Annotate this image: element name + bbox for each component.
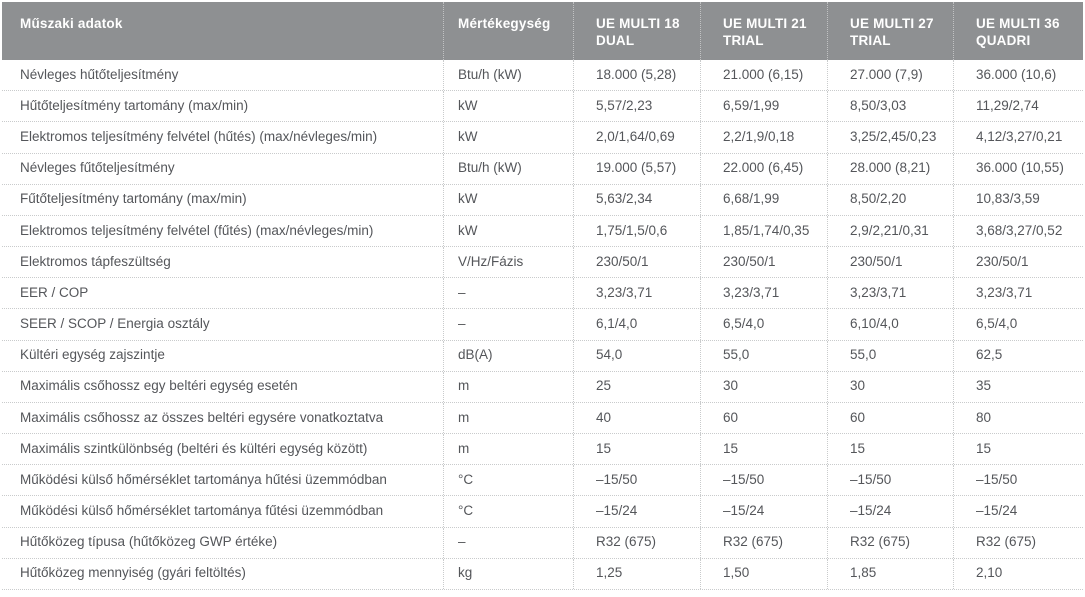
row-label: Hűtőközeg mennyiség (gyári feltöltés) [20, 565, 246, 581]
table-header-row [2, 2, 1083, 60]
row-unit: – [443, 278, 573, 308]
row-value: 62,5 [953, 341, 1083, 371]
technical-data-table [2, 2, 1083, 590]
spec-table-body [2, 60, 1083, 590]
row-value: 60 [700, 403, 827, 433]
row-label: Elektromos teljesítmény felvétel (hűtés) (max/névleges/min) [20, 129, 378, 144]
row-value: 2,10 [953, 559, 1083, 589]
table-row [2, 122, 1083, 153]
header-technical-data: Műszaki adatok [20, 16, 123, 31]
table-row [2, 216, 1083, 247]
row-value: 1,85/1,74/0,35 [700, 216, 827, 246]
row-value: 54,0 [573, 341, 700, 371]
row-value: R32 (675) [573, 528, 700, 558]
row-value: 1,25 [573, 559, 700, 589]
row-value: 10,83/3,59 [953, 185, 1083, 215]
row-unit: m [443, 403, 573, 433]
row-label: EER / COP [20, 284, 89, 300]
table-row [2, 341, 1083, 372]
row-value: 6,5/4,0 [953, 309, 1083, 339]
row-value: 21.000 (6,15) [700, 60, 827, 90]
row-value: 3,25/2,45/0,23 [827, 122, 953, 152]
row-value: 15 [700, 434, 827, 464]
row-unit: Btu/h (kW) [443, 60, 573, 90]
row-value: 8,50/3,03 [827, 91, 953, 121]
row-value: –15/50 [700, 465, 827, 495]
row-value: 6,10/4,0 [827, 309, 953, 339]
row-value: 30 [700, 372, 827, 402]
row-label: Maximális szintkülönbség (beltéri és kültéri egység között) [20, 440, 368, 456]
row-label: Hűtőközeg típusa (hűtőközeg GWP értéke) [20, 534, 278, 550]
row-value: 3,68/3,27/0,52 [953, 216, 1083, 246]
row-label: Hűtőteljesítmény tartomány (max/min) [20, 97, 249, 113]
row-value: –15/50 [573, 465, 700, 495]
row-label: Fűtőteljesítmény tartomány (max/min) [20, 191, 247, 207]
row-unit: – [443, 309, 573, 339]
row-value: –15/24 [700, 496, 827, 526]
header-model-ue-multi-21-trial: UE MULTI 21 TRIAL [700, 2, 827, 60]
row-value: –15/50 [953, 465, 1083, 495]
row-value: 15 [573, 434, 700, 464]
row-value: 35 [953, 372, 1083, 402]
row-label: Névleges hűtőteljesítmény [20, 66, 179, 82]
row-value: 1,85 [827, 559, 953, 589]
row-value: 15 [953, 434, 1083, 464]
row-unit: kW [443, 185, 573, 215]
row-value: 4,12/3,27/0,21 [953, 122, 1083, 152]
row-unit: dB(A) [443, 341, 573, 371]
row-label: Elektromos tápfeszültség [20, 253, 171, 269]
row-value: 6,5/4,0 [700, 309, 827, 339]
row-value: –15/24 [573, 496, 700, 526]
row-value: 11,29/2,74 [953, 91, 1083, 121]
row-value: 1,50 [700, 559, 827, 589]
row-unit: m [443, 372, 573, 402]
table-row [2, 185, 1083, 216]
header-model-ue-multi-18-dual: UE MULTI 18 DUAL [573, 2, 700, 60]
row-value: 5,57/2,23 [573, 91, 700, 121]
row-value: 55,0 [827, 341, 953, 371]
row-unit: kW [443, 216, 573, 246]
row-value: R32 (675) [953, 528, 1083, 558]
table-row [2, 403, 1083, 434]
row-value: 230/50/1 [953, 247, 1083, 277]
table-row [2, 309, 1083, 340]
row-label: Maximális csőhossz egy beltéri egység esetén [20, 378, 298, 394]
row-value: 30 [827, 372, 953, 402]
row-value: R32 (675) [827, 528, 953, 558]
row-unit: V/Hz/Fázis [443, 247, 573, 277]
row-label: Működési külső hőmérséklet tartománya fűtési üzemmódban [20, 503, 384, 519]
row-value: –15/24 [827, 496, 953, 526]
table-row [2, 465, 1083, 496]
row-value: 3,23/3,71 [700, 278, 827, 308]
row-value: 36.000 (10,55) [953, 154, 1083, 184]
row-value: 6,68/1,99 [700, 185, 827, 215]
row-unit: °C [443, 496, 573, 526]
row-value: 55,0 [700, 341, 827, 371]
row-label: Működési külső hőmérséklet tartománya hűtési üzemmódban [20, 471, 387, 487]
row-label: Elektromos teljesítmény felvétel (fűtés) (max/névleges/min) [20, 222, 374, 238]
table-row [2, 60, 1083, 91]
header-unit: Mértékegység [443, 2, 573, 60]
row-value: 6,1/4,0 [573, 309, 700, 339]
row-value: 3,23/3,71 [827, 278, 953, 308]
row-value: 3,23/3,71 [953, 278, 1083, 308]
row-unit: kW [443, 91, 573, 121]
row-unit: m [443, 434, 573, 464]
table-row [2, 434, 1083, 465]
row-value: –15/24 [953, 496, 1083, 526]
table-row [2, 247, 1083, 278]
row-value: 19.000 (5,57) [573, 154, 700, 184]
row-label: Kültéri egység zajszintje [20, 347, 165, 363]
row-value: 230/50/1 [827, 247, 953, 277]
row-value: 2,9/2,21/0,31 [827, 216, 953, 246]
table-row [2, 559, 1083, 590]
row-unit: – [443, 528, 573, 558]
table-row [2, 278, 1083, 309]
row-value: 5,63/2,34 [573, 185, 700, 215]
row-unit: kg [443, 559, 573, 589]
row-unit: °C [443, 465, 573, 495]
row-label: Maximális csőhossz az összes beltéri egysére vonatkoztatva [20, 409, 384, 425]
table-row [2, 154, 1083, 185]
header-model-ue-multi-27-trial: UE MULTI 27 TRIAL [827, 2, 953, 60]
row-value: 3,23/3,71 [573, 278, 700, 308]
row-value: 22.000 (6,45) [700, 154, 827, 184]
row-unit: kW [443, 122, 573, 152]
row-label: SEER / SCOP / Energia osztály [20, 316, 210, 332]
row-value: –15/50 [827, 465, 953, 495]
table-row [2, 496, 1083, 527]
row-label: Névleges fűtőteljesítmény [20, 160, 175, 176]
row-value: 230/50/1 [573, 247, 700, 277]
row-value: 25 [573, 372, 700, 402]
row-value: 28.000 (8,21) [827, 154, 953, 184]
row-value: 6,59/1,99 [700, 91, 827, 121]
header-model-ue-multi-36-quadri: UE MULTI 36 QUADRI [953, 2, 1083, 60]
table-row [2, 528, 1083, 559]
row-value: 60 [827, 403, 953, 433]
row-value: 15 [827, 434, 953, 464]
row-value: 1,75/1,5/0,6 [573, 216, 700, 246]
table-row [2, 372, 1083, 403]
row-value: 80 [953, 403, 1083, 433]
row-value: 36.000 (10,6) [953, 60, 1083, 90]
row-unit: Btu/h (kW) [443, 154, 573, 184]
row-value: R32 (675) [700, 528, 827, 558]
row-value: 2,2/1,9/0,18 [700, 122, 827, 152]
row-value: 40 [573, 403, 700, 433]
row-value: 2,0/1,64/0,69 [573, 122, 700, 152]
row-value: 27.000 (7,9) [827, 60, 953, 90]
row-value: 230/50/1 [700, 247, 827, 277]
row-value: 18.000 (5,28) [573, 60, 700, 90]
row-value: 8,50/2,20 [827, 185, 953, 215]
table-row [2, 91, 1083, 122]
